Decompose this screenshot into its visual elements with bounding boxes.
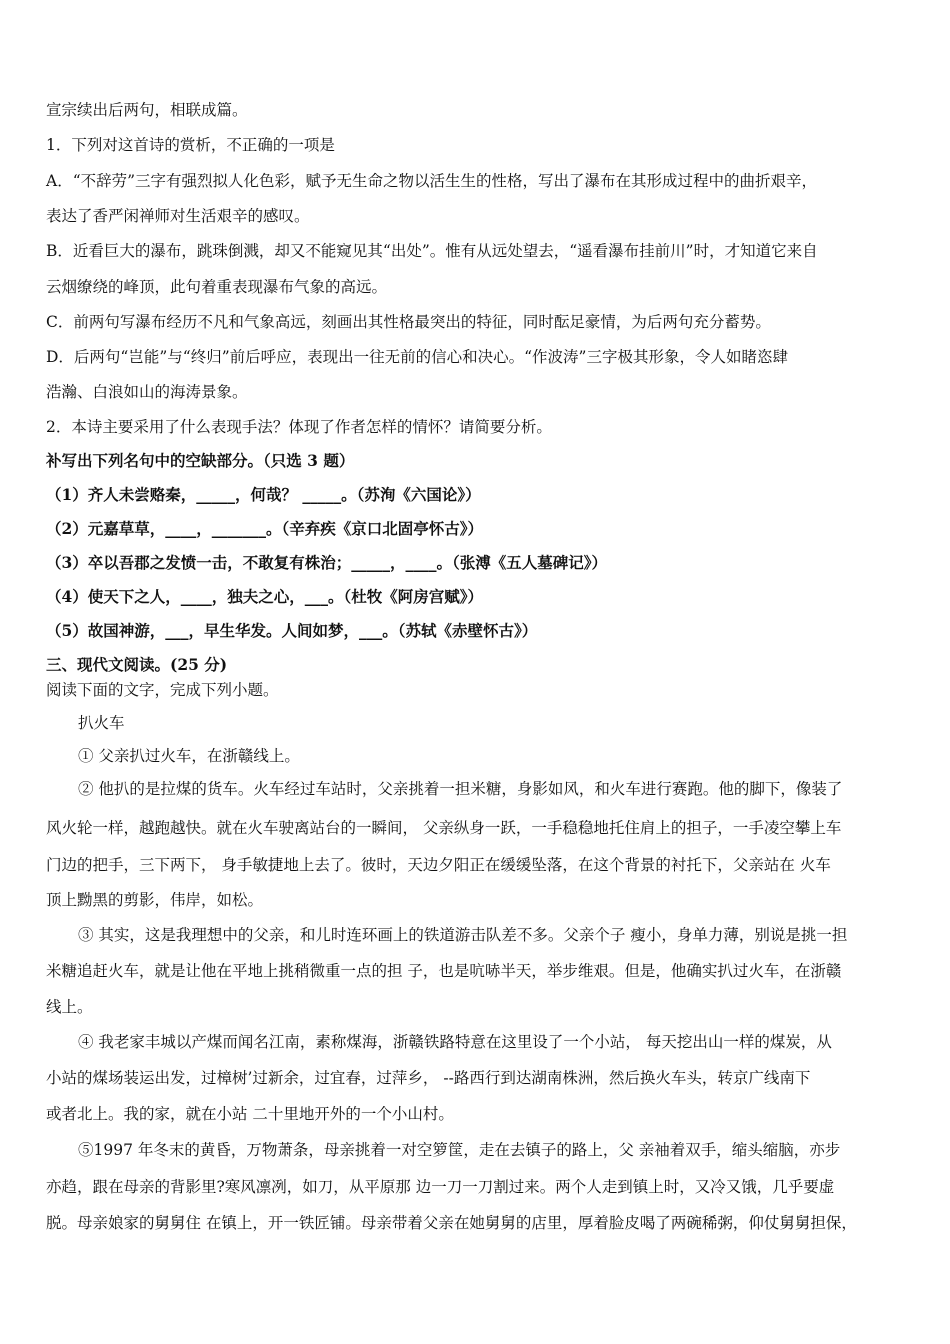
option-a-line-1: A．“不辞劳”三字有强烈拟人化色彩，赋予无生命之物以活生生的性格，写出了瀑布在其形成过程中的曲折艰辛， [46,172,818,190]
paragraph-2-line-4: 顶上黝黑的剪影，伟岸，如松。 [46,891,264,909]
option-b-line-1: B．近看巨大的瀑布，跳珠倒溅，却又不能窥见其“出处”。惟有从远处望去，“遥看瀑布挂前川”时，才知道它来自 [46,242,818,260]
reading-instruction: 阅读下面的文字，完成下列小题。 [46,681,279,699]
paragraph-4-line-3: 或者北上。我的家，就在小站 二十里地开外的一个小山村。 [46,1105,454,1123]
paragraph-2-line-3: 门边的把手，三下两下， 身手敏捷地上去了。彼时，天边夕阳正在缓缓坠落，在这个背景的衬托下，父亲站在 火车 [46,856,831,874]
option-a-line-2: 表达了香严闲禅师对生活艰辛的感叹。 [46,207,310,225]
paragraph-1: ① 父亲扒过火车，在浙赣线上。 [78,747,300,765]
paragraph-5-line-1: ⑤1997 年冬末的黄昏，万物萧条，母亲挑着一对空箩筐，走在去镇子的路上，父 亲袖着双手，缩头缩脑，亦步 [78,1141,841,1159]
paragraph-3-line-3: 线上。 [46,998,93,1016]
fill-blank-item-5: （5）故国神游，___，早生华发。人间如梦，___。（苏轼《赤壁怀古》） [46,621,538,640]
fill-blank-item-3: （3）卒以吾郡之发愤一击，不敢复有株治；_____，____。（张溥《五人墓碑记》） [46,553,608,572]
story-title: 扒火车 [78,714,125,732]
fill-blank-item-1: （1）齐人未尝赂秦，_____，何哉？ _____。（苏洵《六国论》） [46,485,481,504]
option-d-line-2: 浩瀚、白浪如山的海涛景象。 [46,383,248,401]
paragraph-3-line-2: 米糖追赶火车，就是让他在平地上挑稍微重一点的担 子，也是吭哧半天，举步维艰。但是，他确实扒过火车，在浙赣 [46,962,842,980]
question-2: 2．本诗主要采用了什么表现手法？体现了作者怎样的情怀？请简要分析。 [46,418,552,436]
reading-heading: 三、现代文阅读。(25 分) [46,655,228,674]
paragraph-4-line-2: 小站的煤场装运出发，过樟树’过新余，过宜春，过萍乡， --路西行到达湖南株洲，然后换火车头，转京广线南下 [46,1069,811,1087]
question-1: 1．下列对这首诗的赏析，不正确的一项是 [46,136,335,154]
paragraph-3-line-1: ③ 其实，这是我理想中的父亲，和儿时连环画上的铁道游击队差不多。父亲个子 瘦小，身单力薄，别说是挑一担 [78,926,848,944]
paragraph-5-line-3: 脱。母亲娘家的舅舅住 在镇上，开一铁匠铺。母亲带着父亲在她舅舅的店里，厚着脸皮喝了两碗稀粥，仰仗舅舅担保， [46,1214,857,1232]
option-d-line-1: D．后两句“岂能”与“终归”前后呼应，表现出一往无前的信心和决心。“作波涛”三字极其形象，令人如睹恣肆 [46,348,788,366]
fill-blank-item-2: （2）元嘉草草，____，_______。（辛弃疾《京口北固亭怀古》） [46,519,484,538]
paragraph-2-line-2: 风火轮一样，越跑越快。就在火车驶离站台的一瞬间， 父亲纵身一跃，一手稳稳地托住肩上的担子，一手凌空攀上车 [46,819,842,837]
option-c: C．前两句写瀑布经历不凡和气象高远，刻画出其性格最突出的特征，同时酝足豪情，为后两句充分蓄势。 [46,313,771,331]
fill-blank-title: 补写出下列名句中的空缺部分。（只选 3 题） [46,451,355,470]
paragraph-2-line-1: ② 他扒的是拉煤的货车。火车经过车站时，父亲挑着一担米糖，身影如风，和火车进行赛跑。他的脚下，像装了 [78,780,843,798]
poem-intro-line: 宣宗续出后两句，相联成篇。 [46,101,248,119]
paragraph-5-line-2: 亦趋，跟在母亲的背影里?寒风凛冽，如刀，从平原那 边一刀一刀割过来。两个人走到镇上时，又冷又饿，几乎要虚 [46,1178,835,1196]
paragraph-4-line-1: ④ 我老家丰城以产煤而闻名江南，素称煤海，浙赣铁路特意在这里设了一个小站， 每天挖出山一样的煤炭，从 [78,1033,832,1051]
fill-blank-item-4: （4）使天下之人，____，独夫之心，___。（杜牧《阿房宫赋》） [46,587,484,606]
option-b-line-2: 云烟缭绕的峰顶，此句着重表现瀑布气象的高远。 [46,278,388,296]
